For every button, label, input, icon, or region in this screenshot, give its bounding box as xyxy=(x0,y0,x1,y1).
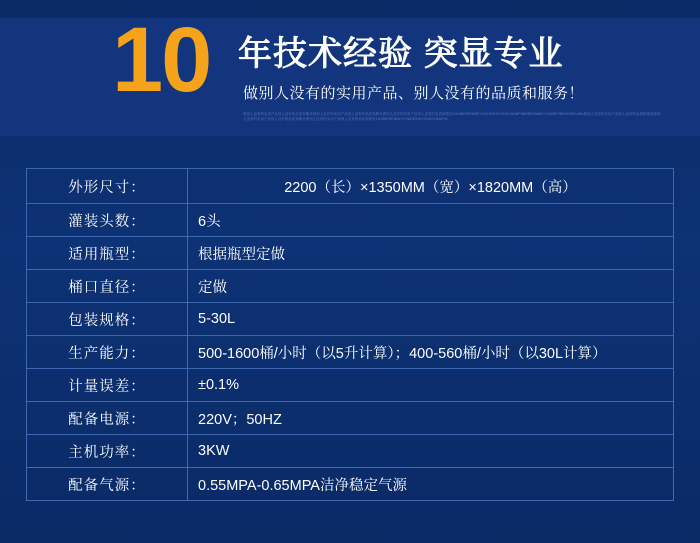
table-row xyxy=(27,369,674,402)
table-row xyxy=(27,435,674,468)
table-row xyxy=(27,237,674,270)
table-row xyxy=(27,270,674,303)
table-row xyxy=(27,303,674,336)
table-row xyxy=(27,204,674,237)
spec-label: 生产能力： xyxy=(27,336,188,369)
spec-label: 适用瓶型： xyxy=(27,237,188,270)
years-number: 10 xyxy=(112,9,211,111)
spec-label: 配备电源： xyxy=(27,402,188,435)
spec-value: 3KW xyxy=(188,435,674,468)
spec-label: 计量误差： xyxy=(27,369,188,402)
table-row xyxy=(27,336,674,369)
spec-label: 主机功率： xyxy=(27,435,188,468)
spec-table xyxy=(26,168,674,501)
spec-table-body xyxy=(27,169,674,501)
table-row xyxy=(27,169,674,204)
table-row xyxy=(27,402,674,435)
spec-value: 根据瓶型定做 xyxy=(188,237,674,270)
spec-value: 2200（长）×1350MM（宽）×1820MM（高） xyxy=(188,169,674,204)
spec-label: 桶口直径： xyxy=(27,270,188,303)
spec-label: 包装规格： xyxy=(27,303,188,336)
table-row xyxy=(27,468,674,501)
spec-value: 0.55MPA-0.65MPA洁净稳定气源 xyxy=(188,468,674,501)
header-content xyxy=(0,9,700,136)
spec-value: 定做 xyxy=(188,270,674,303)
spec-value: ±0.1% xyxy=(188,369,674,402)
spec-table-wrapper xyxy=(26,168,674,501)
header-band xyxy=(0,9,700,136)
spec-label: 配备气源： xyxy=(27,468,188,501)
spec-label: 外形尺寸： xyxy=(27,169,188,204)
micro-decorative-text: 做别人没有的实用产品别人没有的品质和服务做别人没有的实用产品别人没有的品质和服务做别人没有的实用产品别人没有的品质和服务ZUOBIERENMEIYOUDESHIYONGCHANPINBIERENMEIYOUDEPINZHIHEFUWU做别人没有的实用产品别人没有的品质和服务做别人没有的实用产品别人没有的品质和服务做别人没有的实用产品别人没有的品质和服务ZUOBIERENMEIYOUDESHIYONGCHANPIN xyxy=(243,112,661,121)
headline-text: 年技术经验 突显专业 xyxy=(238,35,564,73)
spec-value: 220V；50HZ xyxy=(188,402,674,435)
spec-value: 500-1600桶/小时（以5升计算）；400-560桶/小时（以30L计算） xyxy=(188,336,674,369)
spec-label: 灌装头数： xyxy=(27,204,188,237)
spec-value: 5-30L xyxy=(188,303,674,336)
spec-value: 6头 xyxy=(188,204,674,237)
subheadline-text: 做别人没有的实用产品、别人没有的品质和服务！ xyxy=(243,85,585,102)
